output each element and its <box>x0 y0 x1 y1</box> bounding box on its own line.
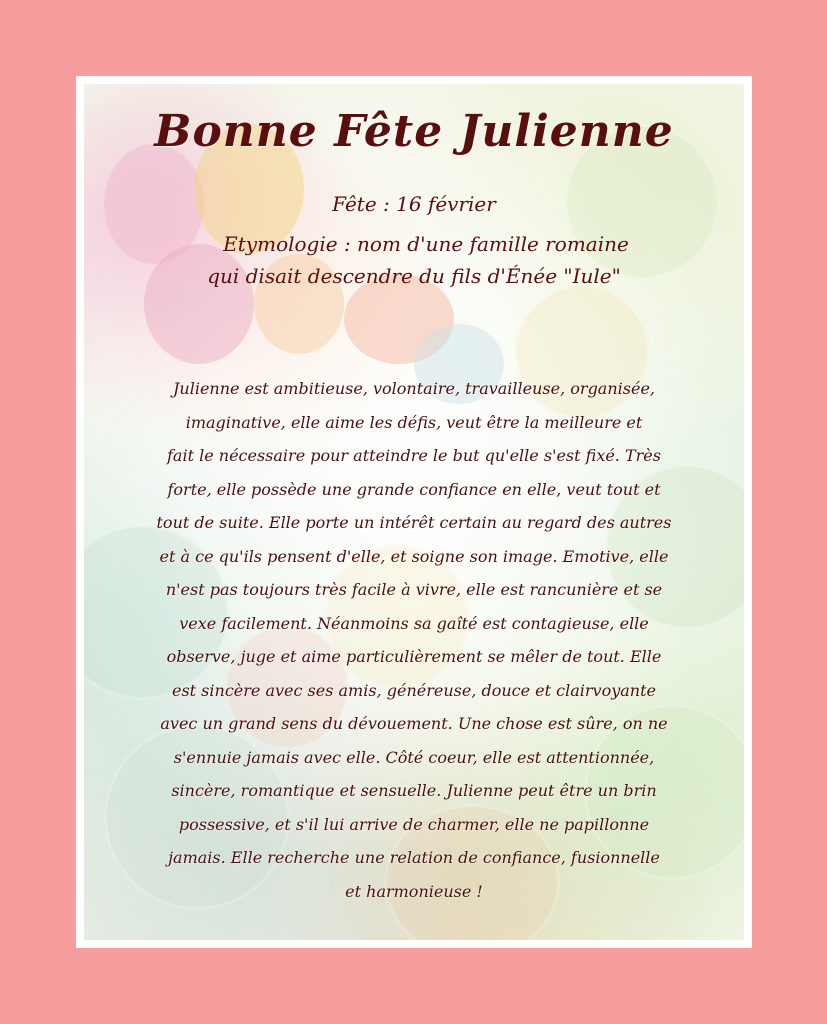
description-line: vexe facilement. Néanmoins sa gaîté est contagieuse, elle <box>179 613 649 633</box>
description-line: et à ce qu'ils pensent d'elle, et soigne son image. Emotive, elle <box>159 546 669 566</box>
description-line: forte, elle possède une grande confiance en elle, veut tout et <box>167 479 661 499</box>
etymology-line-2: qui disait descendre du fils d'Énée "Iule" <box>207 264 621 288</box>
description-line: possessive, et s'il lui arrive de charmer, elle ne papillonne <box>178 814 650 834</box>
description-line: fait le nécessaire pour atteindre le but qu'elle s'est fixé. Très <box>167 446 661 465</box>
description-text <box>112 372 716 908</box>
balloon-decoration <box>144 244 254 364</box>
description-line: avec un grand sens du dévouement. Une chose est sûre, on ne <box>160 714 668 733</box>
description-line: jamais. Elle recherche une relation de confiance, fusionnelle <box>168 848 660 867</box>
greeting-card <box>76 76 752 948</box>
description-line: sincère, romantique et sensuelle. Julienne peut être un brin <box>171 781 657 800</box>
description-line: Julienne est ambitieuse, volontaire, travailleuse, organisée, <box>172 379 655 398</box>
description-line: imaginative, elle aime les défis, veut être la meilleure et <box>185 412 643 432</box>
description-line: s'ennuie jamais avec elle. Côté coeur, elle est attentionnée, <box>173 747 655 767</box>
description-line: tout de suite. Elle porte un intérêt certain au regard des autres <box>156 513 672 532</box>
description-line: observe, juge et aime particulièrement se mêler de tout. Elle <box>166 647 662 666</box>
description-line: n'est pas toujours très facile à vivre, elle est rancunière et se <box>165 580 663 599</box>
description-line: et harmonieuse ! <box>345 881 483 901</box>
fete-date: Fête : 16 février <box>332 192 496 216</box>
floral-background <box>84 84 744 940</box>
etymology-line-1: Etymologie : nom d'une famille romaine <box>223 232 629 256</box>
page-title: Bonne Fête Julienne <box>154 106 674 157</box>
description-line: est sincère avec ses amis, généreuse, douce et clairvoyante <box>171 680 656 700</box>
